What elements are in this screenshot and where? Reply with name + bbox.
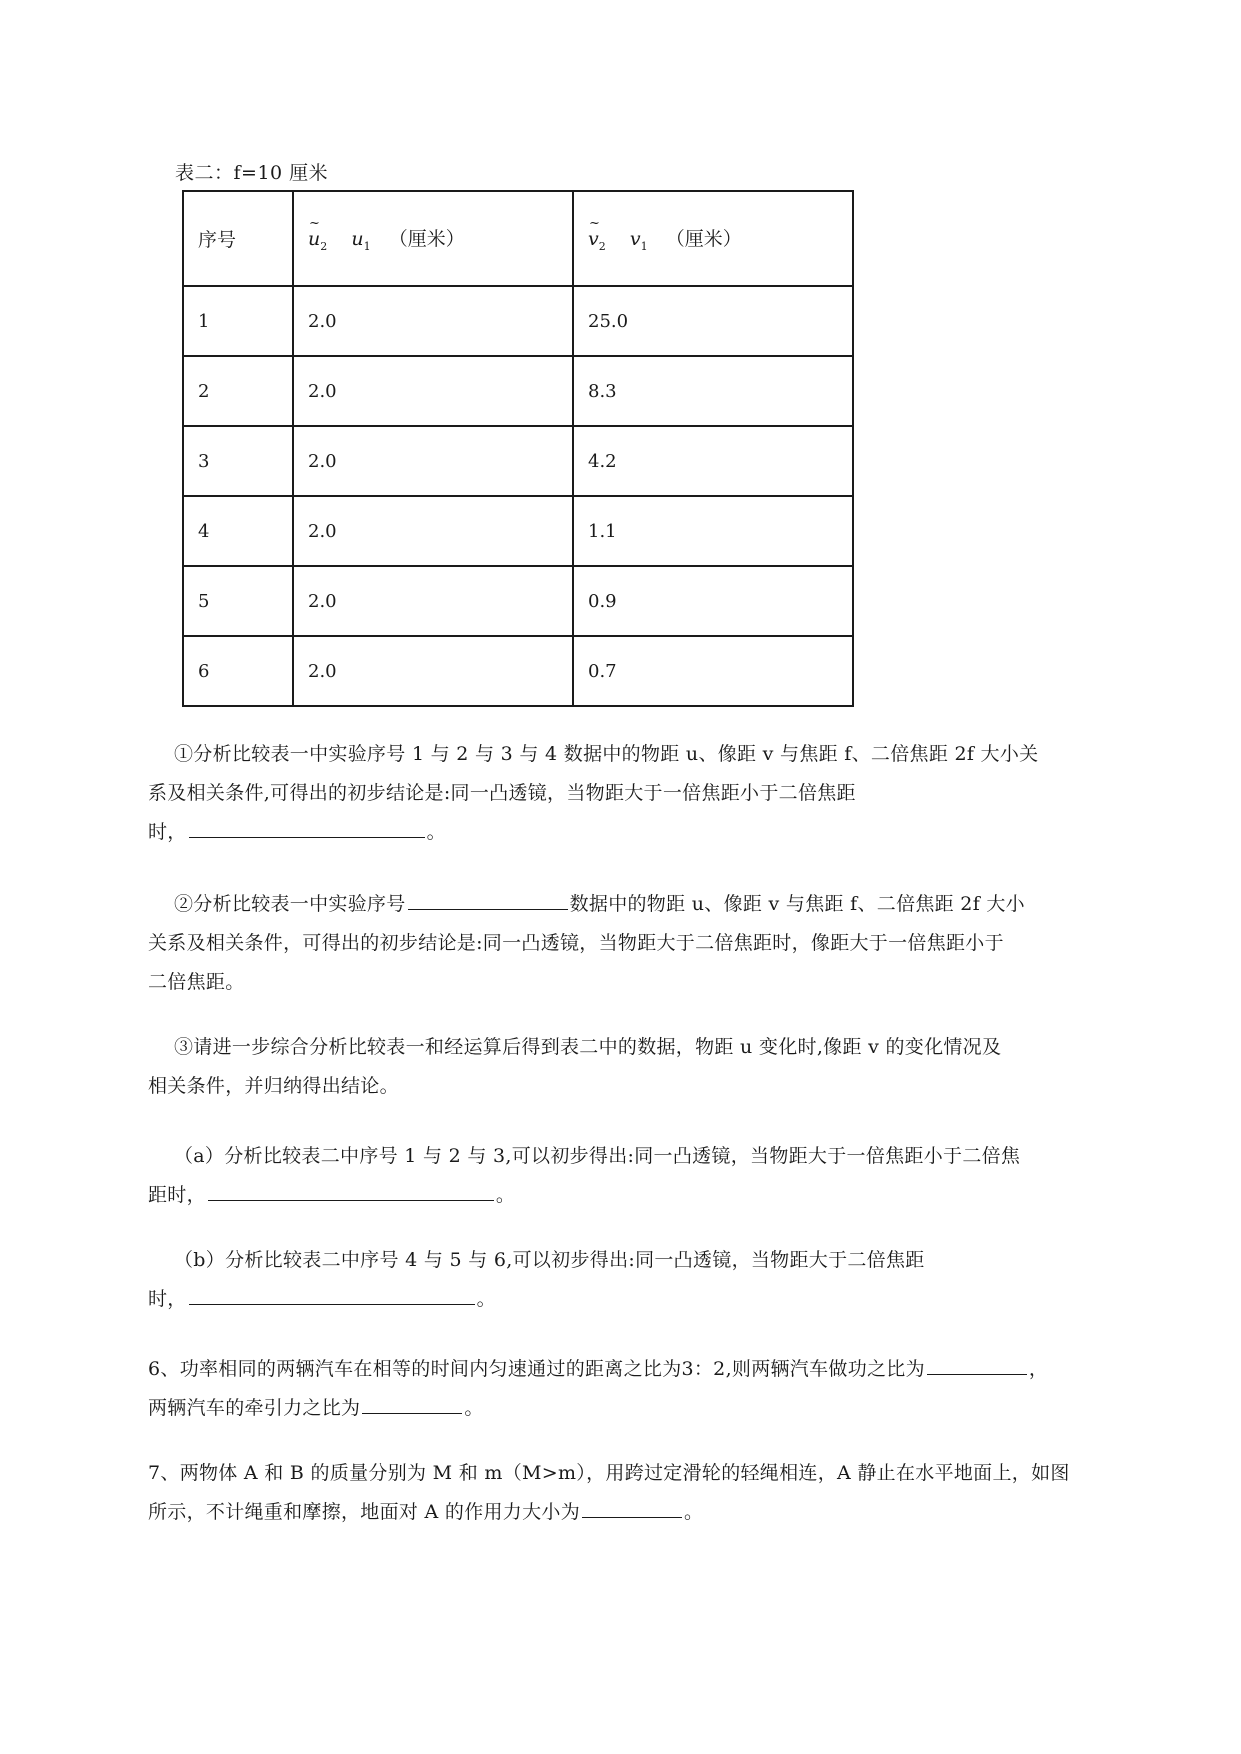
table-row: [183, 496, 853, 566]
q2-line-1-prefix: ②分析比较表一中实验序号: [174, 893, 406, 915]
row-delta-v: 1.1: [573, 496, 853, 566]
row-index: 5: [183, 566, 293, 636]
question-3: [148, 1028, 1148, 1067]
q6-line-2-prefix: 两辆汽车的牵引力之比为: [148, 1397, 361, 1419]
header-delta-u: [293, 191, 573, 286]
table-row: [183, 426, 853, 496]
table-caption: 表二：f=10 厘米: [175, 162, 329, 184]
row-delta-u: 2.0: [293, 566, 573, 636]
row-delta-u: 2.0: [293, 496, 573, 566]
question-2-cont: [148, 924, 1148, 1002]
row-delta-u: 2.0: [293, 286, 573, 356]
table-header-row: [183, 191, 853, 286]
question-2: [148, 885, 1148, 924]
qa-line-2-prefix: 距时，: [148, 1184, 206, 1206]
v-symbol: v: [629, 228, 641, 251]
table-row: [183, 356, 853, 426]
subscript: 2: [598, 239, 606, 253]
q2-line-3: 二倍焦距。: [148, 971, 245, 993]
row-index: 4: [183, 496, 293, 566]
unit-label: （厘米）: [388, 228, 465, 251]
question-a: [148, 1137, 1148, 1176]
row-delta-v: 0.7: [573, 636, 853, 706]
q6-line-1-suffix: ，: [1028, 1358, 1049, 1380]
q3-line-2: 相关条件，并归纳得出结论。: [148, 1075, 399, 1097]
row-delta-u: 2.0: [293, 426, 573, 496]
qb-line-2-prefix: 时，: [148, 1288, 187, 1310]
subscript: 2: [320, 239, 328, 253]
question-6: [148, 1350, 1148, 1428]
q2-answer-blank[interactable]: [408, 889, 568, 910]
row-delta-v: 25.0: [573, 286, 853, 356]
q1-line-3-suffix: 。: [426, 821, 446, 843]
table-row: [183, 636, 853, 706]
row-index: 3: [183, 426, 293, 496]
qa-line-1: （a）分析比较表二中序号 1 与 2 与 3,可以初步得出:同一凸透镜，当物距大于一倍焦距小于二倍焦: [174, 1145, 1021, 1167]
header-index: 序号: [183, 191, 293, 286]
row-delta-v: 8.3: [573, 356, 853, 426]
q7-line-2-suffix: 。: [684, 1501, 704, 1523]
subscript: 1: [640, 239, 648, 253]
row-index: 6: [183, 636, 293, 706]
question-1: [148, 735, 1148, 813]
data-table-2: [182, 190, 854, 707]
u-symbol: ~ u: [308, 228, 320, 250]
qb-line-2-suffix: 。: [476, 1288, 496, 1310]
q2-line-2: 关系及相关条件，可得出的初步结论是:同一凸透镜，当物距大于二倍焦距时，像距大于一倍焦距小于: [148, 932, 1004, 954]
v-symbol: ~ v: [588, 228, 599, 250]
q3-line-1: ③请进一步综合分析比较表一和经运算后得到表二中的数据，物距 u 变化时,像距 v 的变化情况及: [174, 1036, 1002, 1058]
question-b: [148, 1241, 1148, 1280]
row-index: 2: [183, 356, 293, 426]
header-delta-v: [573, 191, 853, 286]
q1-answer-blank[interactable]: [189, 817, 425, 838]
q6-line-1-prefix: 6、功率相同的两辆汽车在相等的时间内匀速通过的距离之比为3：2,则两辆汽车做功之比为: [148, 1358, 925, 1380]
unit-label: （厘米）: [665, 228, 742, 251]
q1-line-3-prefix: 时，: [148, 821, 187, 843]
row-delta-v: 0.9: [573, 566, 853, 636]
question-3-cont: [148, 1067, 1148, 1106]
q6-work-ratio-blank[interactable]: [927, 1354, 1027, 1375]
question-1-answer-line: [148, 813, 1148, 852]
q7-answer-blank[interactable]: [582, 1497, 682, 1518]
q1-line-2: 系及相关条件,可得出的初步结论是:同一凸透镜，当物距大于一倍焦距小于二倍焦距: [148, 782, 856, 804]
q6-force-ratio-blank[interactable]: [362, 1393, 462, 1414]
row-delta-v: 4.2: [573, 426, 853, 496]
q2-line-1-suffix: 数据中的物距 u、像距 v 与焦距 f、二倍焦距 2f 大小: [569, 893, 1025, 915]
qb-line-1: （b）分析比较表二中序号 4 与 5 与 6,可以初步得出:同一凸透镜，当物距大于二倍焦距: [174, 1249, 925, 1271]
row-delta-u: 2.0: [293, 636, 573, 706]
q7-line-2-prefix: 所示，不计绳重和摩擦，地面对 A 的作用力大小为: [148, 1501, 581, 1523]
table-row: [183, 286, 853, 356]
question-7: [148, 1454, 1148, 1532]
qa-line-2-suffix: 。: [495, 1184, 516, 1206]
q7-line-1: 7、两物体 A 和 B 的质量分别为 M 和 m（M>m），用跨过定滑轮的轻绳相连，A 静止在水平地面上，如图: [148, 1462, 1070, 1484]
qb-answer-blank[interactable]: [189, 1284, 475, 1305]
q6-line-2-suffix: 。: [464, 1397, 484, 1419]
u-symbol: u: [351, 228, 364, 251]
question-a-cont: [148, 1176, 1148, 1215]
q1-line-1: ①分析比较表一中实验序号 1 与 2 与 3 与 4 数据中的物距 u、像距 v 与焦距 f、二倍焦距 2f 大小关: [174, 743, 1039, 765]
row-delta-u: 2.0: [293, 356, 573, 426]
qa-answer-blank[interactable]: [208, 1180, 494, 1201]
row-index: 1: [183, 286, 293, 356]
question-b-cont: [148, 1280, 1148, 1319]
table-row: [183, 566, 853, 636]
subscript: 1: [363, 239, 371, 253]
